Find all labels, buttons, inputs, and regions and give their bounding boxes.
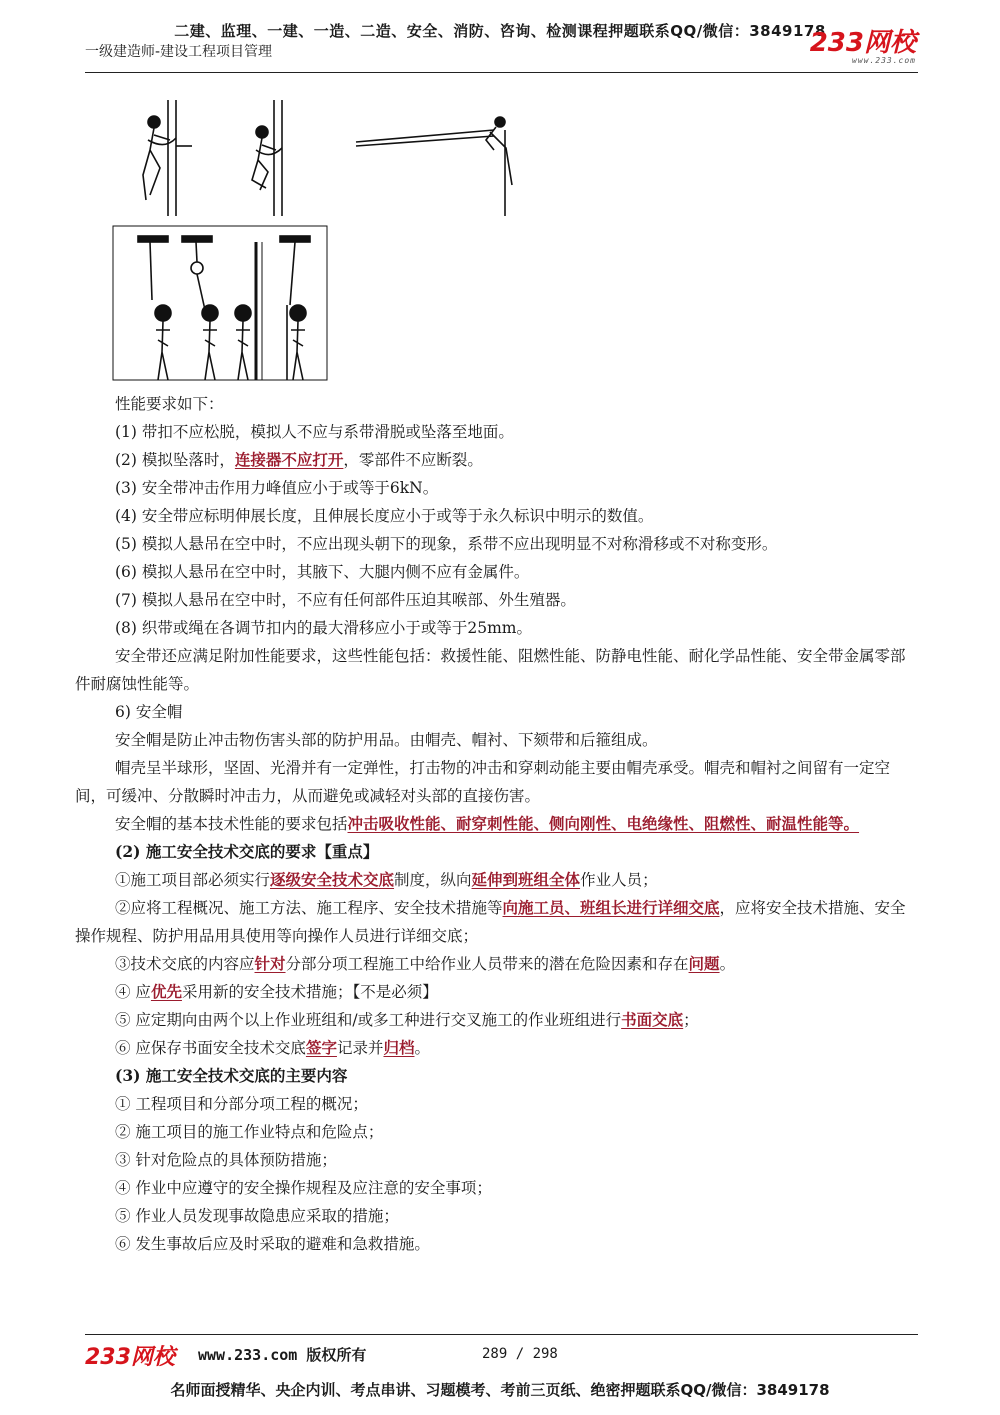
perf-item-1: (1) 带扣不应松脱，模拟人不应与系带滑脱或坠落至地面。 bbox=[115, 423, 514, 441]
footer-logo: 233网校 bbox=[85, 1345, 175, 1370]
main-item-5: ⑤ 作业人员发现事故隐患应采取的措施； bbox=[115, 1207, 399, 1225]
perf-item-2-text: (2) 模拟坠落时， bbox=[115, 451, 235, 469]
highlight-text: 向施工员、班组长进行详细交底 bbox=[502, 898, 720, 917]
document-subtitle: 一级建造师-建设工程项目管理 bbox=[85, 44, 273, 60]
perf-item-3: (3) 安全带冲击作用力峰值应小于或等于6kN。 bbox=[115, 479, 439, 497]
perf-item-2 bbox=[75, 446, 920, 474]
requirement-6 bbox=[75, 1034, 920, 1062]
highlight-text: 针对 bbox=[254, 954, 286, 973]
req1-text-2: 制度，纵向 bbox=[394, 871, 472, 889]
req3-text-2: 分部分项工程施工中给作业人员带来的潜在危险因素和存在 bbox=[285, 955, 689, 973]
helmet-paragraph-2: 帽壳呈半球形，坚固、光滑并有一定弹性，打击物的冲击和穿刺动能主要由帽壳承受。帽壳和帽衬之间留有一定空间，可缓冲、分散瞬时冲击力，从而避免或减轻对头部的直接伤害。 bbox=[75, 759, 891, 805]
req5-text-2: ； bbox=[683, 1011, 699, 1029]
highlight-text: 优先 bbox=[150, 982, 182, 1001]
pole-climber-figure-1 bbox=[143, 100, 192, 216]
req2-text: ②应将工程概况、施工方法、施工程序、安全技术措施等 bbox=[115, 899, 503, 917]
horizontal-lifeline-figure bbox=[356, 117, 512, 216]
req5-text: ⑤ 应定期向由两个以上作业班组和/或多工种进行交叉施工的作业班组进行 bbox=[115, 1011, 622, 1029]
pole-climber-figure-2 bbox=[252, 100, 282, 216]
req1-text-3: 作业人员； bbox=[580, 871, 658, 889]
logo-url: www.233.com bbox=[852, 56, 916, 65]
req6-text-3: 。 bbox=[414, 1039, 430, 1057]
perf-item-6: (6) 模拟人悬吊在空中时，其腋下、大腿内侧不应有金属件。 bbox=[115, 563, 530, 581]
performance-intro: 性能要求如下： bbox=[115, 395, 224, 413]
highlight-text: 逐级安全技术交底 bbox=[270, 870, 395, 889]
req1-text: ①施工项目部必须实行 bbox=[115, 871, 271, 889]
perf-item-2-end: ，零部件不应断裂。 bbox=[343, 451, 483, 469]
main-item-6: ⑥ 发生事故后应及时采取的避难和急救措施。 bbox=[115, 1235, 430, 1253]
page-content bbox=[75, 390, 920, 1258]
perf-item-7: (7) 模拟人悬吊在空中时，不应有任何部件压迫其喉部、外生殖器。 bbox=[115, 591, 576, 609]
highlight-text: 书面交底 bbox=[621, 1010, 684, 1029]
req3-text-3: 。 bbox=[719, 955, 736, 973]
footer-copyright: www.233.com 版权所有 bbox=[198, 1346, 367, 1364]
safety-belt-illustrations bbox=[0, 0, 1000, 390]
perf-item-5: (5) 模拟人悬吊在空中时，不应出现头朝下的现象，系带不应出现明显不对称滑移或不对称变形。 bbox=[115, 535, 778, 553]
req3-text: ③技术交底的内容应 bbox=[115, 955, 255, 973]
req4-text: ④ 应 bbox=[115, 983, 151, 1001]
req6-text: ⑥ 应保存书面安全技术交底 bbox=[115, 1039, 306, 1057]
main-content-heading: (3) 施工安全技术交底的主要内容 bbox=[115, 1066, 348, 1085]
req2-text-2: ，应将安全技术措施、安全操作规程、防护用品用具使用等向操作人员进行详细交底； bbox=[75, 899, 906, 945]
footer-divider bbox=[85, 1334, 918, 1335]
highlight-text: 签字 bbox=[305, 1038, 337, 1057]
requirements-heading: (2) 施工安全技术交底的要求【重点】 bbox=[115, 842, 379, 861]
perf-item-4: (4) 安全带应标明伸展长度，且伸展长度应小于或等于永久标识中明示的数值。 bbox=[115, 507, 654, 525]
perf-item-8: (8) 织带或绳在各调节扣内的最大滑移应小于或等于25mm。 bbox=[115, 619, 533, 637]
suspended-worker-panel bbox=[113, 226, 327, 380]
helmet-paragraph-3 bbox=[75, 810, 920, 838]
requirement-5 bbox=[75, 1006, 920, 1034]
extra-performance-paragraph: 安全带还应满足附加性能要求，这些性能包括：救援性能、阻燃性能、防静电性能、耐化学品性能、安全带金属零部件耐腐蚀性能等。 bbox=[75, 647, 906, 693]
main-item-4: ④ 作业中应遵守的安全操作规程及应注意的安全事项； bbox=[115, 1179, 492, 1197]
helmet-paragraph-1: 安全帽是防止冲击物伤害头部的防护用品。由帽壳、帽衬、下颏带和后箍组成。 bbox=[115, 731, 658, 749]
highlight-text: 延伸到班组全体 bbox=[471, 870, 581, 889]
main-item-2: ② 施工项目的施工作业特点和危险点； bbox=[115, 1123, 384, 1141]
highlight-text: 连接器不应打开 bbox=[234, 450, 344, 469]
requirement-4 bbox=[75, 978, 920, 1006]
top-banner: 二建、监理、一建、一造、二造、安全、消防、咨询、检测课程押题联系QQ/微信：3849178 bbox=[174, 22, 826, 40]
bottom-banner: 名师面授精华、央企内训、考点串讲、习题模考、考前三页纸、绝密押题联系QQ/微信：3849178 bbox=[170, 1381, 830, 1399]
highlight-text: 冲击吸收性能、耐穿刺性能、侧向刚性、电绝缘性、阻燃性、耐温性能等。 bbox=[347, 814, 860, 833]
highlight-text: 归档 bbox=[383, 1038, 415, 1057]
requirement-1 bbox=[75, 866, 920, 894]
page-number: 289 / 298 bbox=[482, 1346, 558, 1362]
requirement-3 bbox=[75, 950, 920, 978]
main-item-1: ① 工程项目和分部分项工程的概况； bbox=[115, 1095, 368, 1113]
logo-text: 233网校 bbox=[809, 28, 916, 58]
req6-text-2: 记录并 bbox=[336, 1039, 384, 1057]
helmet-p3-text: 安全帽的基本技术性能的要求包括 bbox=[115, 815, 348, 833]
highlight-text: 问题 bbox=[688, 954, 720, 973]
helmet-heading: 6) 安全帽 bbox=[115, 703, 183, 721]
main-item-3: ③ 针对危险点的具体预防措施； bbox=[115, 1151, 337, 1169]
requirement-2 bbox=[75, 894, 920, 950]
req4-text-2: 采用新的安全技术措施；【不是必须】 bbox=[181, 983, 438, 1001]
